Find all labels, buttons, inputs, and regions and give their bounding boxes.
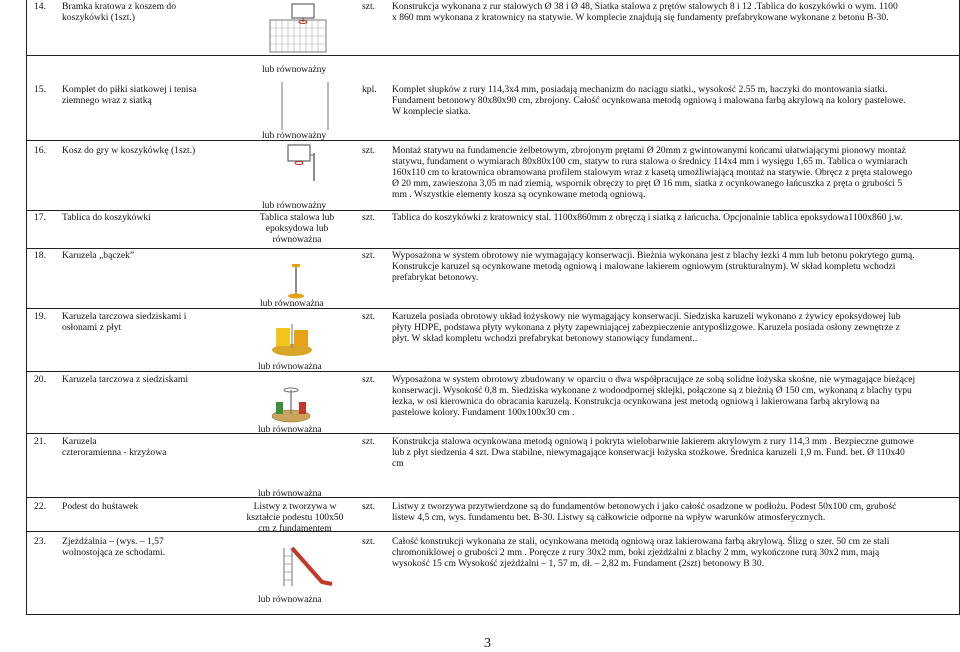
description-line: W komplecie siatka. [392, 106, 471, 117]
description-line: Fundament betonowy 80x80x90 cm, zbrojony. Całość ocynkowana metodą ogniową i malowana farbą akrylową na kolory pastelowe. [392, 95, 906, 106]
description-line: chromoniklowej o grubości 2 mm . Poręcze z rury 30x2 mm, boki zjeżdżalni z blachy 2 mm, wykończone rurą 30x2 mm, mają [392, 547, 880, 558]
description-line: Ø 20 mm, zawieszona 3,05 m nad ziemią, wspornik obręczy to pręt Ø 16 mm, siatka z ocynkowanego łańcuszka z pręta o grubości 5 [392, 178, 903, 189]
description-line: Konstrukcja wykonana z rur stalowych Ø 38 i Ø 48, Siatka stalowa z prętów stalowych 8 i 12 .Tablica do koszykówki o wym. 1100 [392, 1, 898, 12]
description-line: łezka, w osi kierownica do obracania karuzelą. Konstrukcja ocynkowana jest metodą ogniową i lakierowana farbą akrylową na [392, 396, 880, 407]
material-line: cm z fundamentem [258, 523, 332, 534]
equivalent-note: lub równoważna [260, 298, 324, 309]
item-name-line: Karuzela tarczowa z siedziskami [62, 374, 188, 385]
equivalent-note: lub równoważna [258, 361, 322, 372]
description-line: pastelowe kolory. Fundament 100x100x30 cm . [392, 407, 575, 418]
item-name-line: czteroramienna - krzyżowa [62, 447, 167, 458]
description-line: Wyposażona w system obrotowy zbudowany w oparciu o dwa współpracujące ze sobą solidne łożyska skośne, nie wymagające bieżącej [392, 374, 916, 385]
description-line: cm [392, 458, 404, 469]
item-name-line: Zjeżdżalnia – (wys. – 1,57 [62, 536, 164, 547]
description-line: Konstrukcja stalowa ocynkowana metodą ogniową i pokryta wielobarwnie lakierem akrylowym z rury 114,3 mm . Bezpieczne gumowe [392, 436, 914, 447]
row-number: 23. [34, 536, 46, 547]
basketball-goal-image [268, 2, 330, 55]
material-line: Listwy z tworzywa w [253, 501, 337, 512]
description-line: mm . Wszystkie elementy kosza są ocynkowane metodą ogniową. [392, 189, 646, 200]
item-name-line: Karuzela „bączek” [62, 250, 135, 261]
item-name-line: osłonami z płyt [62, 322, 122, 333]
row-number: 17. [34, 212, 46, 223]
description-line: Listwy z tworzywa przytwierdzone są do fundamentów betonowych i jako całość osadzone w podłożu. Podest 50x100 cm, grubość [392, 501, 897, 512]
item-name-line: Kosz do gry w koszykówkę (1szt.) [62, 145, 196, 156]
slide-image [276, 542, 334, 588]
description-line: wysokość 15 cm Wysokość zjeżdżalni – 1, 57 m, dł. – 2,82 m. Fundament (2szt) betonowy B 30. [392, 558, 765, 569]
unit: szt. [362, 212, 376, 223]
description-line: Całość konstrukcji wykonana ze stali, ocynkowana metodą ogniową oraz lakierowana farbą akrylową. Ślizg o szer. 50 cm ze stali [392, 536, 890, 547]
row-number: 21. [34, 436, 46, 447]
description-line: płyt. W skład kompletu wchodzi prefabrykat betonowy stanowiący fundament.. [392, 333, 698, 344]
basketball-hoop-image [284, 143, 320, 183]
equivalent-note: lub równoważny [262, 200, 327, 211]
material-line: Tablica stalowa lub [259, 212, 335, 223]
volleyball-posts-image [262, 78, 348, 134]
page-number: 3 [484, 636, 491, 651]
equivalent-note: lub równoważna [258, 488, 322, 499]
unit: szt. [362, 1, 376, 12]
unit: szt. [362, 436, 376, 447]
item-name-line: Komplet do piłki siatkowej i tenisa [62, 84, 197, 95]
description-line: Montaż statywu na fundamencie żelbetowym, zbrojonym prętami Ø 20mm z gwintowanymi końcami ułatwiającymi pionowy montaż [392, 145, 906, 156]
unit: szt. [362, 250, 376, 261]
seated-carousel-image [270, 380, 312, 424]
item-name-line: koszykówki (1szt.) [62, 12, 136, 23]
row-number: 15. [34, 84, 46, 95]
row-number: 16. [34, 145, 46, 156]
description-line: konserwacji. Wysokość 0,8 m. Siedziska wykonane z wodoodpornej sklejki, połączone są z bieżnią Ø 150 cm, wykonaną z blachy typu [392, 385, 912, 396]
equivalent-note: lub równoważna [258, 424, 322, 435]
description-line: statywu, fundament o wymiarach 80x80x100 cm, statyw to rura stalowa o średnicy 114x4 mm i wysięgu 1,65 m. Tablica o wymiarach [392, 156, 908, 167]
row-number: 19. [34, 311, 46, 322]
item-name-line: ziemnego wraz z siatką [62, 95, 152, 106]
item-name-line: Karuzela [62, 436, 97, 447]
row-number: 22. [34, 501, 46, 512]
equivalent-note: lub równoważny [262, 130, 327, 141]
description-line: płyty HDPE, podstawa płyty wykonana z płyty zapewniającej zabezpieczenie antypoślizgowe. Karuzela posiada osłony zewnętrze z [392, 322, 900, 333]
unit: szt. [362, 536, 376, 547]
description-line: Komplet słupków z rury 114,3x4 mm, posiadają mechanizm do naciągu siatki., wysokość 2.55 m, haczyki do montowania siatki. [392, 84, 888, 95]
material-line: epoksydowa lub [265, 223, 329, 234]
description-line: lub z płyt siedzenia 4 szt. Dwa stabilne, niewymagające konserwacji łożyska stożkowe. Średnica karuzeli 1,9 m. Fund. bet. Ø 110x40 [392, 447, 905, 458]
unit: kpl. [362, 84, 377, 95]
row-number: 18. [34, 250, 46, 261]
description-line: Konstrukcje karuzel są ocynkowane metodą ogniową i malowane lakierem ogniowym (strukturalnym). W skład kompletu wchodzi [392, 261, 896, 272]
row-number: 14. [34, 1, 46, 12]
item-name-line: Bramka kratowa z koszem do [62, 1, 177, 12]
description-line: Wyposażona w system obrotowy nie wymagający konserwacji. Bieżnia wykonana jest z blachy łezki 4 mm lub betonu pokrytego gumą. [392, 250, 915, 261]
description-line: Karuzela posiada obrotowy układ łożyskowy nie wymagający konserwacji. Siedziska karuzeli wykonano z żywicy epoksydowej lub [392, 311, 901, 322]
equivalent-note: lub równoważny [262, 64, 327, 75]
material-line: równoważna [272, 234, 322, 245]
unit: szt. [362, 311, 376, 322]
item-name-line: Tablica do koszykówki [62, 212, 151, 223]
description-line: Tablica do koszykówki z kratownicy stal. 1100x860mm z obręczą i siatką z łańcucha. Opcjonalnie tablica epoksydowa1100x860 j.w. [392, 212, 903, 223]
row-number: 20. [34, 374, 46, 385]
disc-carousel-image [270, 318, 314, 358]
description-line: listew 4,5 cm, wys. fundamentu bet. B-30. Listwy są całkowicie odporne na wpływ warunków atmosferycznych. [392, 512, 826, 523]
description-line: 160x110 cm to kratownica obramowana profilem stalowym wraz z kasetą umożliwiającą montaż na statywie. Obręcz z pręta stalowego [392, 167, 913, 178]
description-line: x 860 mm wykonana z kratownicy na statywie. W komplecie znajdują się fundamenty prefabrykowane wykonane z betonu B-30. [392, 12, 889, 23]
material-line: kształcie podestu 100x50 [246, 512, 344, 523]
equivalent-note: lub równoważna [258, 594, 322, 605]
item-name-line: Podest do huśtawek [62, 501, 139, 512]
item-name-line: Karuzela tarczowa siedziskami i [62, 311, 187, 322]
unit: szt. [362, 145, 376, 156]
item-name-line: wolnostojąca ze schodami. [62, 547, 166, 558]
description-line: prefabrykat betonowy. [392, 272, 479, 283]
unit: szt. [362, 501, 376, 512]
unit: szt. [362, 374, 376, 385]
spinner-carousel-image [286, 260, 306, 302]
